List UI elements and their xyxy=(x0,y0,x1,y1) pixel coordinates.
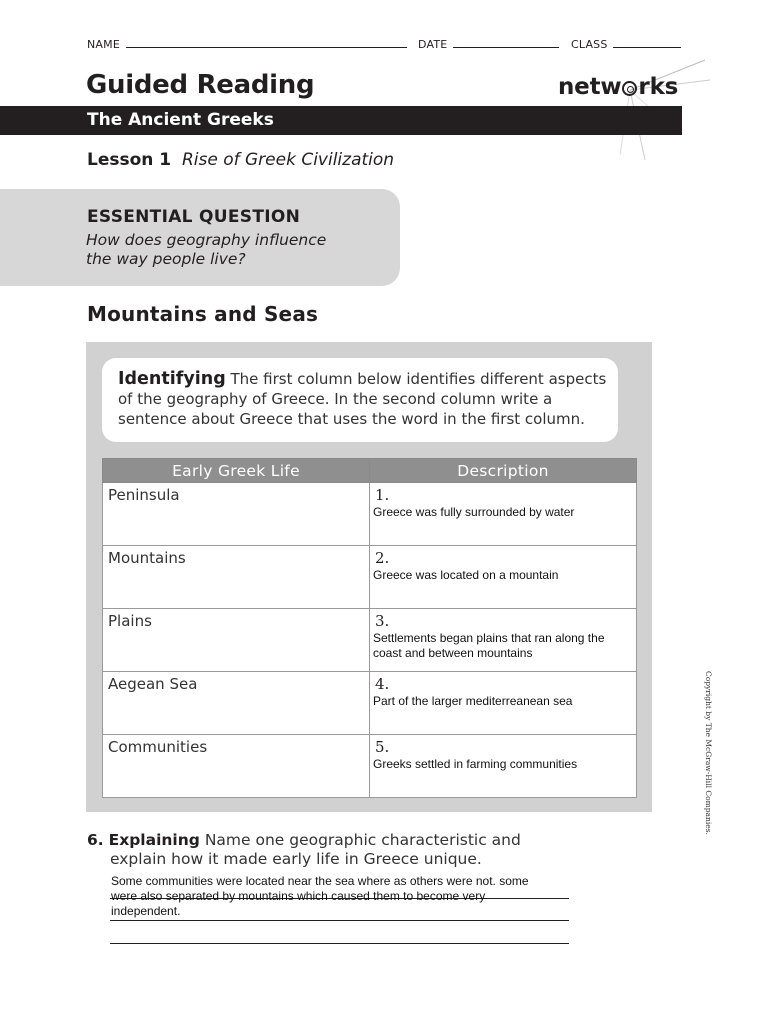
description-cell[interactable] xyxy=(370,609,637,672)
term-cell: Communities xyxy=(108,738,208,756)
answer-text: Settlements began plains that ran along the coast and between mountains xyxy=(373,631,605,660)
question-6-answer[interactable]: Some communities were located near the sea where as others were not. some were also separated by mountains which caused them to become very independent. xyxy=(111,874,529,918)
instruction-box xyxy=(102,358,618,442)
date-label: DATE xyxy=(418,38,448,51)
term-cell: Aegean Sea xyxy=(108,675,198,693)
date-line xyxy=(453,47,559,48)
description-cell[interactable] xyxy=(370,483,637,546)
answer-text: Greece was located on a mountain xyxy=(373,568,559,582)
row-number: 3. xyxy=(375,612,390,630)
question-6 xyxy=(87,831,521,850)
answer-line xyxy=(110,920,569,921)
instruction-keyword: Identifying xyxy=(118,369,226,389)
row-number: 4. xyxy=(375,675,390,693)
name-label: NAME xyxy=(87,38,120,51)
answer-text: Part of the larger mediterreanean sea xyxy=(373,694,573,708)
column-header: Early Greek Life xyxy=(103,459,370,483)
globe-o-icon xyxy=(622,81,637,96)
lesson-title: Rise of Greek Civilization xyxy=(181,150,395,170)
term-cell: Plains xyxy=(108,612,152,630)
name-line xyxy=(126,47,407,48)
question-keyword: Explaining xyxy=(108,831,200,849)
table-row xyxy=(103,546,637,609)
row-number: 5. xyxy=(375,738,390,756)
essential-question-box xyxy=(0,189,400,286)
unit-title: The Ancient Greeks xyxy=(87,110,274,130)
essential-question-heading: ESSENTIAL QUESTION xyxy=(87,207,301,227)
networks-logo xyxy=(558,74,678,100)
geography-table xyxy=(102,458,637,798)
question-line2: explain how it made early life in Greece unique. xyxy=(110,850,482,868)
brand-pre: netw xyxy=(558,74,622,100)
description-cell[interactable] xyxy=(370,672,637,735)
table-row xyxy=(103,672,637,735)
row-number: 1. xyxy=(375,486,390,504)
table-header-row xyxy=(103,459,637,483)
section-heading: Mountains and Seas xyxy=(87,302,319,326)
class-line xyxy=(613,47,681,48)
instruction-text: The first column below identifies different aspects of the geography of Greece. In the second column write a sentence about Greece that uses the word in the first column. xyxy=(118,370,607,428)
description-cell[interactable] xyxy=(370,735,637,798)
answer-text: Greece was fully surrounded by water xyxy=(373,505,575,519)
column-header: Description xyxy=(370,459,637,483)
table-row xyxy=(103,483,637,546)
description-cell[interactable] xyxy=(370,546,637,609)
page-title: Guided Reading xyxy=(86,70,315,100)
essential-question-line1: How does geography influence xyxy=(86,231,327,249)
table-row xyxy=(103,735,637,798)
lesson-line xyxy=(87,150,394,170)
row-number: 2. xyxy=(375,549,390,567)
brand-post: rks xyxy=(638,74,679,100)
question-number: 6. xyxy=(87,831,104,849)
term-cell: Peninsula xyxy=(108,486,180,504)
class-label: CLASS xyxy=(571,38,608,51)
term-cell: Mountains xyxy=(108,549,186,567)
copyright-notice: Copyright by The McGraw-Hill Companies. xyxy=(704,671,713,835)
table-row xyxy=(103,609,637,672)
essential-question-line2: the way people live? xyxy=(86,250,246,268)
lesson-label: Lesson 1 xyxy=(87,150,172,170)
question-line1: Name one geographic characteristic and xyxy=(204,831,521,849)
answer-text: Greeks settled in farming communities xyxy=(373,757,578,771)
unit-bar xyxy=(0,106,682,135)
answer-line xyxy=(110,943,569,944)
